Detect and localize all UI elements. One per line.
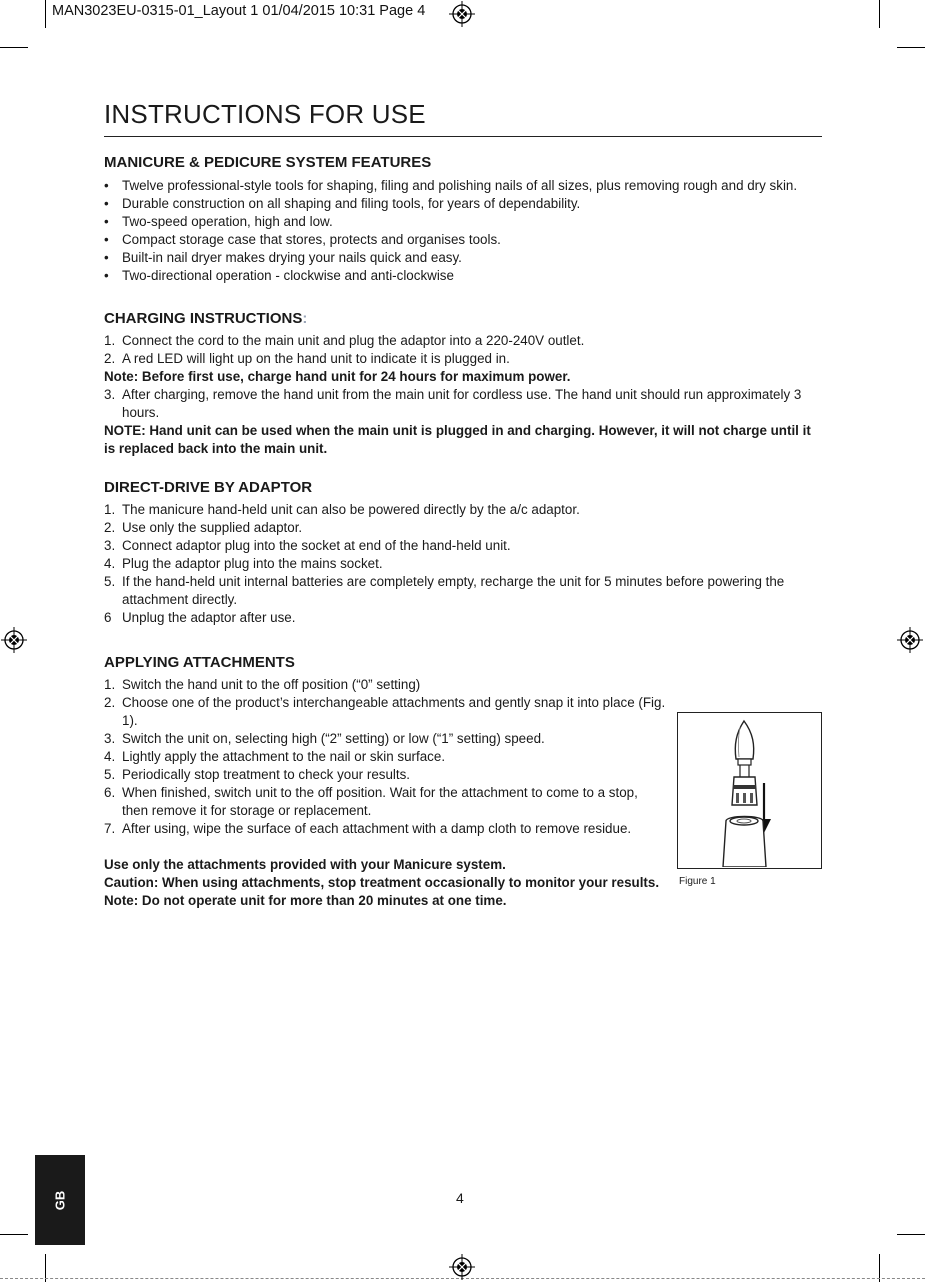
direct-drive-section	[104, 478, 822, 627]
charging-steps	[104, 332, 822, 458]
section-heading: APPLYING ATTACHMENTS	[104, 654, 295, 671]
step-number: 5.	[104, 767, 116, 782]
step-text: Switch the hand unit to the off position (“0” setting)	[122, 677, 421, 692]
heading-colon: :	[302, 310, 308, 327]
step-text: When finished, switch unit to the off position. Wait for the attachment to come to a stop, then remove it for storage or replacement.	[122, 785, 638, 818]
charging-note: Note: Before first use, charge hand unit for 24 hours for maximum power.	[104, 369, 571, 384]
attachment-illustration	[678, 713, 820, 867]
registration-mark-icon	[449, 1, 475, 27]
step-number: 3.	[104, 538, 116, 553]
step-text: The manicure hand-held unit can also be powered directly by the a/c adaptor.	[122, 502, 580, 517]
list-item	[104, 519, 822, 537]
list-item: • Two-speed operation, high and low.	[104, 213, 822, 231]
registration-mark-icon	[897, 627, 923, 653]
step-number: 4.	[104, 556, 116, 571]
step-text: A red LED will light up on the hand unit to indicate it is plugged in.	[122, 351, 510, 366]
page-number: 4	[456, 1190, 464, 1206]
step-text: Plug the adaptor plug into the mains socket.	[122, 556, 383, 571]
list-item: • Built-in nail dryer makes drying your nails quick and easy.	[104, 249, 822, 267]
step-text: After using, wipe the surface of each attachment with a damp cloth to remove residue.	[122, 821, 632, 836]
section-heading: DIRECT-DRIVE BY ADAPTOR	[104, 479, 313, 496]
list-item: • Compact storage case that stores, protects and organises tools.	[104, 231, 822, 249]
step-text: Use only the supplied adaptor.	[122, 520, 303, 535]
language-tab-label	[35, 1155, 85, 1245]
step-number: 1.	[104, 677, 116, 692]
list-item	[104, 350, 822, 368]
charging-section	[104, 309, 822, 458]
registration-mark-icon	[1, 627, 27, 653]
direct-drive-steps	[104, 501, 822, 627]
features-section	[104, 153, 822, 285]
step-text: Periodically stop treatment to check your results.	[122, 767, 411, 782]
list-item	[104, 386, 822, 422]
step-text: Connect adaptor plug into the socket at end of the hand-held unit.	[122, 538, 511, 553]
step-text: Unplug the adaptor after use.	[122, 610, 296, 625]
step-number: 6.	[104, 785, 116, 800]
list-item	[104, 820, 666, 838]
caution-note: Caution: When using attachments, stop treatment occasionally to monitor your results.	[104, 875, 660, 890]
section-heading-text: CHARGING INSTRUCTIONS	[104, 310, 303, 327]
step-text: Switch the unit on, selecting high (“2” setting) or low (“1” setting) speed.	[122, 731, 545, 746]
step-number: 2.	[104, 351, 116, 366]
step-number: 7.	[104, 821, 116, 836]
crop-mark	[45, 0, 46, 28]
registration-mark-icon	[449, 1254, 475, 1280]
list-item	[104, 332, 822, 350]
figure-1	[677, 712, 822, 869]
step-number: 1.	[104, 502, 116, 517]
step-text: Connect the cord to the main unit and plug the adaptor into a 220-240V outlet.	[122, 333, 585, 348]
step-number: 3.	[104, 387, 116, 402]
crop-mark	[897, 1234, 925, 1235]
list-item	[104, 694, 666, 730]
step-text: Lightly apply the attachment to the nail or skin surface.	[122, 749, 446, 764]
crop-mark	[879, 0, 880, 28]
step-number: 2.	[104, 520, 116, 535]
list-item	[104, 676, 666, 694]
crop-mark	[897, 47, 925, 48]
list-item: • Twelve professional-style tools for shaping, filing and polishing nails of all sizes, plus removing rough and dry skin.	[104, 177, 822, 195]
step-number: 2.	[104, 695, 116, 710]
features-list	[104, 177, 822, 285]
figure-caption: Figure 1	[679, 876, 716, 887]
step-number: 6	[104, 610, 112, 625]
step-text: After charging, remove the hand unit from the main unit for cordless use. The hand unit should run approximately 3 hours.	[122, 387, 802, 420]
list-item: • Two-directional operation - clockwise and anti-clockwise	[104, 267, 822, 285]
list-item	[104, 537, 822, 555]
charging-note: NOTE: Hand unit can be used when the main unit is plugged in and charging. However, it will not charge until it is replaced back into the main unit.	[104, 423, 811, 456]
list-item	[104, 555, 822, 573]
list-item: • Durable construction on all shaping and filing tools, for years of dependability.	[104, 195, 822, 213]
step-text: Choose one of the product’s interchangeable attachments and gently snap it into place (Fig. 1).	[122, 695, 666, 728]
list-item	[104, 573, 822, 609]
step-number: 3.	[104, 731, 116, 746]
list-item	[104, 748, 666, 766]
language-code: GB	[52, 1190, 68, 1210]
attachments-steps	[104, 676, 666, 838]
list-item	[104, 501, 822, 519]
list-item	[104, 609, 822, 627]
printer-slug: MAN3023EU-0315-01_Layout 1 01/04/2015 10:31 Page 4	[52, 3, 426, 19]
list-item	[104, 766, 666, 784]
closing-note: Use only the attachments provided with your Manicure system.	[104, 857, 506, 872]
list-item	[104, 784, 666, 820]
page-title: INSTRUCTIONS FOR USE	[104, 98, 822, 137]
step-number: 1.	[104, 333, 116, 348]
crop-mark	[0, 1234, 28, 1235]
step-number: 4.	[104, 749, 116, 764]
step-text: If the hand-held unit internal batteries are completely empty, recharge the unit for 5 minutes before powering the attachment directly.	[122, 574, 785, 607]
crop-mark	[0, 47, 28, 48]
list-item	[104, 730, 666, 748]
section-heading: MANICURE & PEDICURE SYSTEM FEATURES	[104, 154, 432, 171]
step-number: 5.	[104, 574, 116, 589]
closing-note: Note: Do not operate unit for more than 20 minutes at one time.	[104, 893, 507, 908]
section-heading	[104, 309, 822, 329]
